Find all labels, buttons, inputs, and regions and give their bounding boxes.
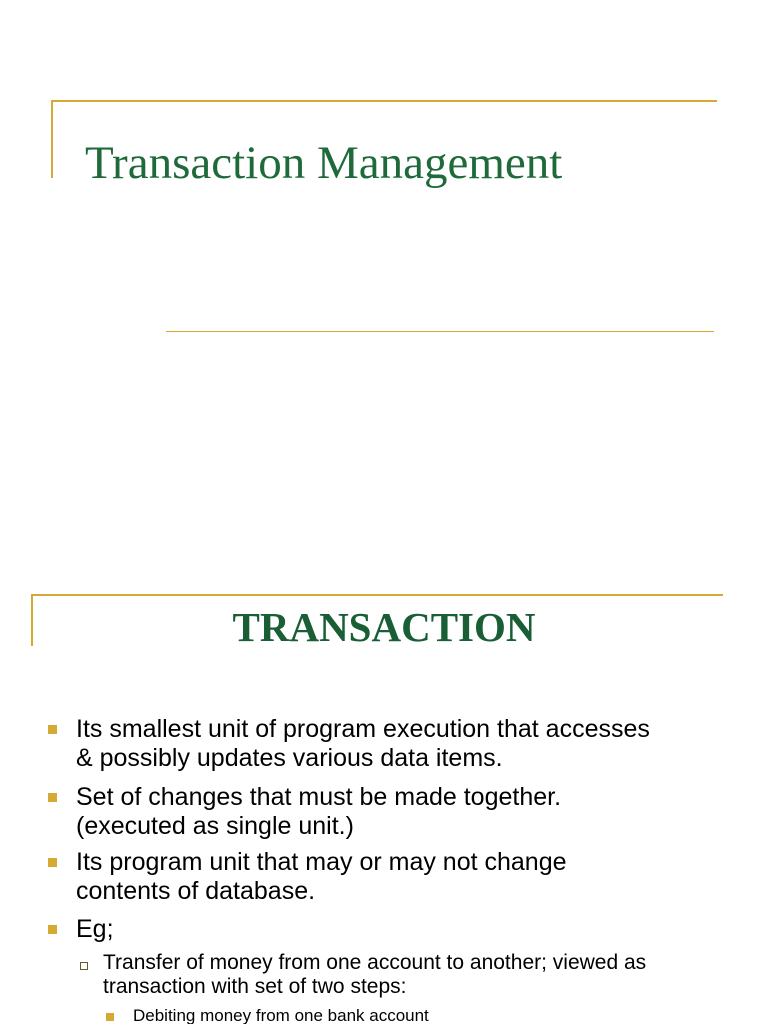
bullet-square-icon: [48, 858, 57, 867]
bullet-text: Eg;: [76, 915, 114, 943]
bullet-square-icon: [48, 925, 57, 934]
bullet-text: & possibly updates various data items.: [76, 744, 503, 772]
bullet-text: Its program unit that may or may not change: [76, 848, 567, 876]
sub-bullet-text: transaction with set of two steps:: [103, 975, 407, 998]
slide2-title: TRANSACTION: [232, 604, 536, 650]
sub-bullet-text: Transfer of money from one account to another; viewed as: [103, 951, 647, 974]
bullet-text: Set of changes that must be made together.: [76, 783, 562, 811]
bullet-square-icon: [48, 725, 57, 734]
bullet-text: Its smallest unit of program execution that accesses: [76, 715, 650, 743]
sub-sub-bullet-text: Debiting money from one bank account: [133, 1006, 429, 1024]
sub-bullet-hollow-square-icon: [80, 962, 88, 970]
sub-sub-bullet-square-icon: [106, 1013, 114, 1021]
slide-title: Transaction Management: [85, 137, 563, 189]
bullet-square-icon: [48, 793, 57, 802]
bullet-text: (executed as single unit.): [76, 812, 354, 840]
bullet-text: contents of database.: [76, 877, 316, 905]
